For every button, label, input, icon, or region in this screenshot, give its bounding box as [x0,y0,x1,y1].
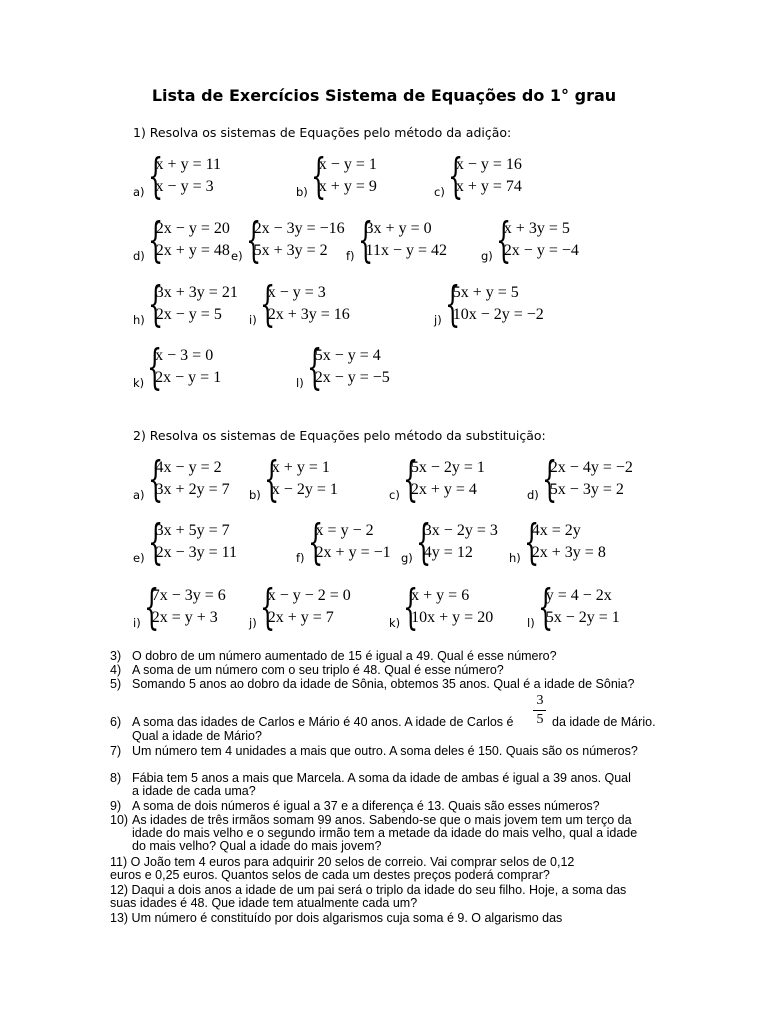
equation: x − y = 3 [267,284,326,301]
equation: 2x + y = 4 [410,481,477,498]
equation: 2x − 4y = −2 [549,459,633,476]
equation: 5x − 2y = 1 [410,459,485,476]
brace-symbol: { [143,579,159,635]
problem-13: 13) Um número é constituído por dois algarismos cuja soma é 9. O algarismo das [110,911,563,925]
system-label: b) [296,185,308,199]
problem-7: 7) Um número tem 4 unidades a mais que outro. A soma deles é 150. Quais são os números? [110,744,638,758]
brace-symbol: { [537,579,553,635]
problem-10: 10) As idades de três irmãos somam 99 anos. Sabendo-se que o mais jovem tem um terço da idade do mais velho e o segundo irmão tem a metade da idade do mais velho, qual a idade do mais velho? Qual a idade do mais jovem? [110,813,638,853]
equation-pair [319,154,377,198]
brace-symbol: { [147,148,163,204]
system-label: c) [434,185,445,199]
substitution-system-i [133,579,226,635]
addition-system-l [296,339,390,395]
equation: 2x + y = −1 [315,544,391,561]
system-label: i) [249,313,257,327]
equation-pair [268,282,350,326]
equation: 4y = 12 [423,544,473,561]
system-label: h) [133,313,145,327]
substitution-system-b [249,451,338,507]
system-label: k) [133,376,145,390]
equation: x − y = 16 [455,156,522,173]
equation: 2x + 3y = 16 [267,306,350,323]
addition-system-e [231,212,345,268]
section-2-heading: 2) Resolva os sistemas de Equações pelo método da substituição: [133,428,546,443]
equation-pair [254,218,345,262]
page-title: Lista de Exercícios Sistema de Equações do 1° grau [151,86,617,105]
equation: x + y = 74 [455,178,522,195]
equation-pair [272,457,338,501]
equation-pair [424,520,498,564]
equation-pair [546,585,620,629]
equation: 2x = y + 3 [151,609,218,626]
equation: 5x − 3y = 2 [549,481,624,498]
equation: x − y − 2 = 0 [267,587,351,604]
brace-symbol: { [263,451,280,507]
equation: x − y = 1 [318,156,377,173]
equation: x + 3y = 5 [503,220,570,237]
equation: 3x + 3y = 21 [155,284,238,301]
substitution-system-d [527,451,633,507]
problem-5: 5) Somando 5 anos ao dobro da idade de Sônia, obtemos 35 anos. Qual é a idade de Sônia? [110,677,635,691]
brace-symbol: { [307,514,323,570]
substitution-system-e [133,514,238,570]
problem-6-text-c: Qual a idade de Mário? [132,729,262,743]
equation: x = y − 2 [315,522,374,539]
equation-pair [453,282,544,326]
substitution-system-h [509,514,606,570]
brace-symbol: { [147,212,164,268]
problem-6: 6) A soma das idades de Carlos e Mário é 40 anos. A idade de Carlos é [110,715,514,729]
equation-pair [156,520,237,564]
substitution-system-f [296,514,391,570]
brace-symbol: { [403,579,419,635]
equation: 2x + y = 48 [155,242,230,259]
equation-pair [155,345,221,389]
equation: 10x − 2y = −2 [452,306,544,323]
equation-pair [156,154,221,198]
equation-pair [456,154,522,198]
equation-pair [504,218,579,262]
equation: x − 2y = 1 [271,481,338,498]
brace-symbol: { [147,451,163,507]
problem-4: 4) A soma de um número com o seu triplo é 48. Qual é esse número? [110,663,504,677]
equation-pair [316,520,391,564]
addition-system-a [133,148,221,204]
system-label: g) [401,551,413,565]
brace-symbol: { [541,451,558,507]
equation-pair [268,585,351,629]
system-label: g) [481,249,493,263]
equation-pair [152,585,226,629]
brace-symbol: { [147,339,163,395]
equation: x + y = 9 [318,178,377,195]
equation: 2x − y = 20 [155,220,230,237]
substitution-system-g [401,514,498,570]
addition-system-k [133,339,222,395]
fraction-numerator: 3 [536,693,544,708]
problem-12: 12) Daqui a dois anos a idade de um pai será o triplo da idade do seu filho. Hoje, a soma das suas idades é 48. Que idade tem atualmente cada um? [110,883,627,910]
equation: 3x + y = 0 [365,220,432,237]
brace-symbol: { [147,276,164,332]
brace-symbol: { [495,212,512,268]
brace-symbol: { [306,339,322,395]
equation: 4x − y = 2 [155,459,222,476]
equation: 5x + 3y = 2 [253,242,328,259]
equation: 2x + 3y = 8 [531,544,606,561]
system-label: a) [133,185,145,199]
brace-symbol: { [259,579,275,635]
equation: x + y = 11 [155,156,221,173]
problem-3: 3) O dobro de um número aumentado de 15 é igual a 49. Qual é esse número? [110,649,557,663]
equation: 2x + y = 7 [267,609,334,626]
system-label: j) [249,616,257,630]
equation-pair [411,585,493,629]
equation-pair [550,457,633,501]
brace-symbol: { [259,276,275,332]
addition-system-d [133,212,230,268]
equation: x + y = 1 [271,459,330,476]
system-label: d) [527,488,539,502]
equation-pair [366,218,447,262]
addition-system-g [481,212,579,268]
addition-system-i [249,276,350,332]
substitution-system-a [133,451,230,507]
equation: 3x − 2y = 3 [423,522,498,539]
equation: 10x + y = 20 [411,609,494,626]
brace-symbol: { [415,514,432,570]
system-label: d) [133,249,145,263]
equation: 5x + y = 5 [452,284,519,301]
equation: 2x − y = −4 [503,242,579,259]
system-label: e) [231,249,243,263]
problem-8: 8) Fábia tem 5 anos a mais que Marcela. A soma da idade de ambas é igual a 39 anos. Qual a idade de cada uma? [110,771,631,798]
equation: 2x − y = 5 [155,306,222,323]
equation-pair [411,457,485,501]
equation: 7x − 3y = 6 [151,587,226,604]
equation: 11x − y = 42 [365,242,447,259]
equation: 2x − y = 1 [155,369,222,386]
addition-system-h [133,276,238,332]
equation-pair [156,218,230,262]
problem-9: 9) A soma de dois números é igual a 37 e a diferença é 13. Quais são esses números? [110,799,600,813]
equation: 2x − 3y = −16 [253,220,345,237]
equation: 5x − y = 4 [314,347,381,364]
brace-symbol: { [310,148,327,204]
system-label: j) [434,313,442,327]
system-label: c) [389,488,400,502]
system-label: e) [133,551,145,565]
system-label: h) [509,551,521,565]
brace-symbol: { [402,451,419,507]
equation-pair [315,345,390,389]
substitution-system-c [389,451,485,507]
equation: x − y = 3 [155,178,214,195]
equation-pair [532,520,606,564]
brace-symbol: { [523,514,540,570]
brace-symbol: { [357,212,373,268]
section-1-heading: 1) Resolva os sistemas de Equações pelo método da adição: [133,125,512,140]
equation: 3x + 2y = 7 [155,481,230,498]
brace-symbol: { [447,148,464,204]
fraction-bar [533,710,546,711]
fraction-denominator: 5 [536,712,544,727]
equation: y = 4 − 2x [545,587,612,604]
problem-6-text-b: da idade de Mário. [552,715,656,729]
equation: 2x − 3y = 11 [155,544,238,561]
problem-11: 11) O João tem 4 euros para adquirir 20 selos de correio. Vai comprar selos de 0,12 euros e 0,25 euros. Quantos selos de cada um destes preços poderá comprar? [110,855,575,882]
addition-system-j [434,276,544,332]
equation: 2x − y = −5 [314,369,390,386]
addition-system-b [296,148,377,204]
equation-pair [156,282,238,326]
addition-system-c [434,148,522,204]
substitution-system-l [527,579,620,635]
brace-symbol: { [245,212,261,268]
equation: 3x + 5y = 7 [155,522,230,539]
system-label: k) [389,616,401,630]
equation: x + y = 6 [411,587,470,604]
system-label: a) [133,488,145,502]
system-label: b) [249,488,261,502]
equation: x − 3 = 0 [155,347,214,364]
system-label: f) [346,249,355,263]
substitution-system-j [249,579,351,635]
system-label: i) [133,616,141,630]
equation-pair [156,457,230,501]
system-label: f) [296,551,305,565]
brace-symbol: { [444,276,460,332]
equation: 4x = 2y [531,522,581,539]
addition-system-f [346,212,447,268]
equation: 5x − 2y = 1 [545,609,620,626]
substitution-system-k [389,579,494,635]
brace-symbol: { [147,514,163,570]
system-label: l) [296,376,304,390]
system-label: l) [527,616,535,630]
